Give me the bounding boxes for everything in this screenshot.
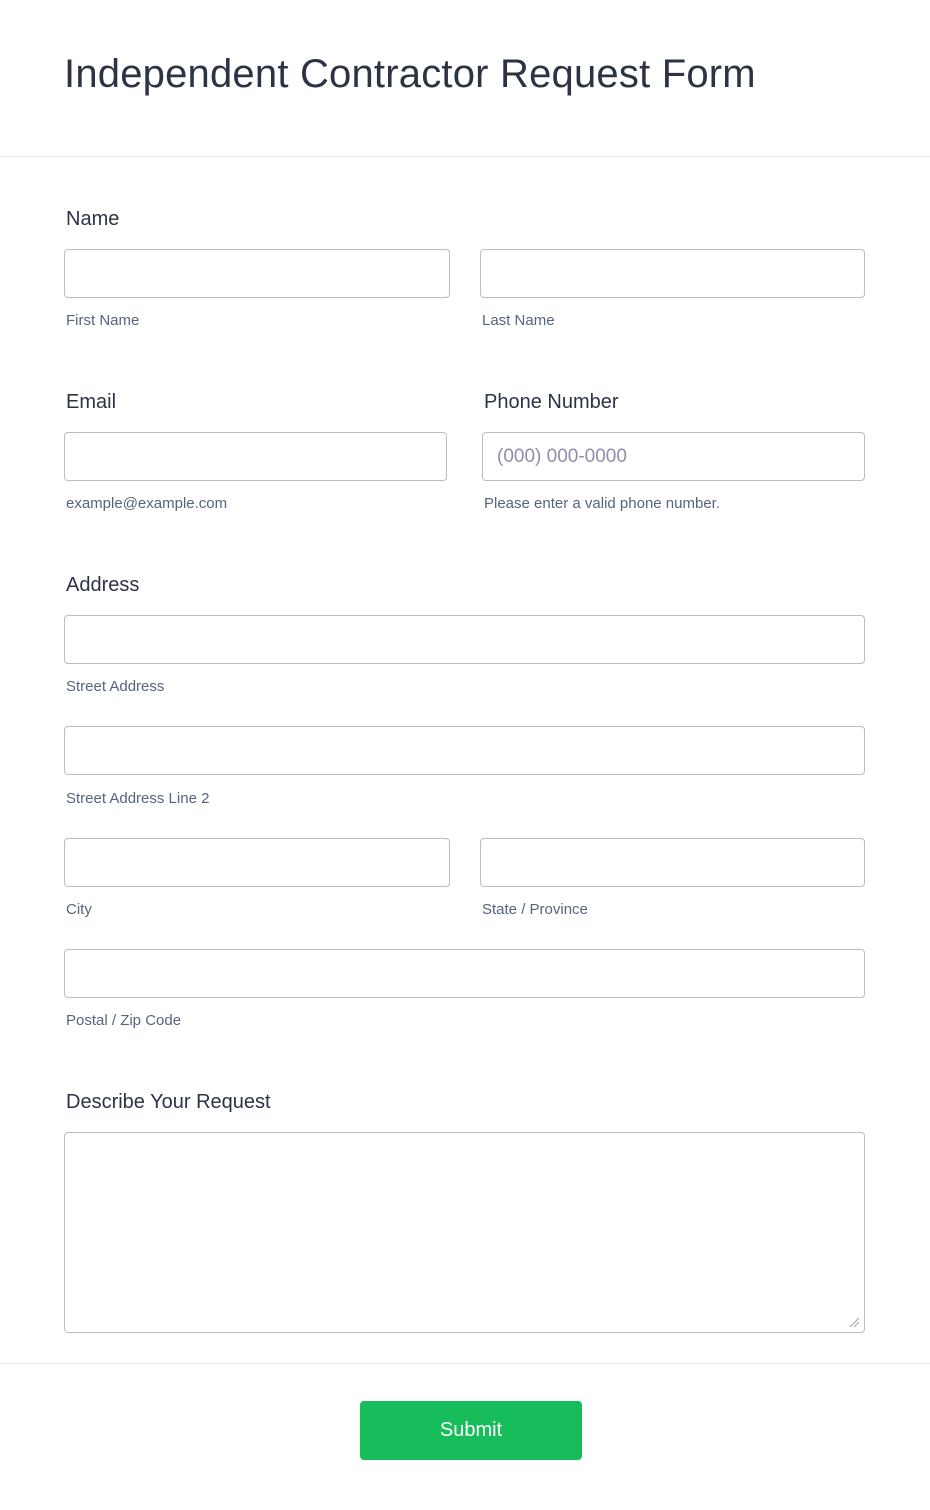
street-address-sublabel: Street Address <box>66 678 165 695</box>
first-name-input[interactable] <box>64 249 450 298</box>
name-label: Name <box>66 208 120 230</box>
postal-code-input[interactable] <box>64 949 865 998</box>
submit-button[interactable]: Submit <box>360 1401 582 1460</box>
last-name-input[interactable] <box>480 249 865 298</box>
email-sublabel: example@example.com <box>66 495 228 512</box>
street-address-input[interactable] <box>64 615 865 664</box>
email-input[interactable] <box>64 432 447 481</box>
state-province-sublabel: State / Province <box>482 901 588 918</box>
city-input[interactable] <box>64 838 450 887</box>
city-sublabel: City <box>66 901 92 918</box>
last-name-sublabel: Last Name <box>482 312 555 329</box>
street-address-line2-input[interactable] <box>64 726 865 775</box>
state-province-input[interactable] <box>480 838 865 887</box>
phone-label: Phone Number <box>484 391 619 413</box>
phone-sublabel: Please enter a valid phone number. <box>484 495 720 512</box>
email-label: Email <box>66 391 117 413</box>
first-name-sublabel: First Name <box>66 312 140 329</box>
address-label: Address <box>66 574 140 596</box>
postal-code-sublabel: Postal / Zip Code <box>66 1012 182 1029</box>
page-title: Independent Contractor Request Form <box>64 52 756 96</box>
street-address-line2-sublabel: Street Address Line 2 <box>66 790 210 807</box>
request-label: Describe Your Request <box>66 1091 271 1113</box>
request-textarea[interactable] <box>64 1132 865 1333</box>
phone-input[interactable] <box>482 432 865 481</box>
form-header <box>0 0 930 157</box>
